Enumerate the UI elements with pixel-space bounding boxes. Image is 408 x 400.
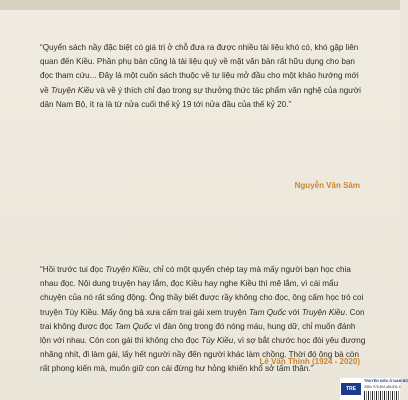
barcode-icon <box>364 391 400 400</box>
quote-text-part: . Con trai không được đọc <box>40 307 365 331</box>
quote-book-title: Tam Quốc <box>114 321 153 331</box>
quote-nguyen-van-sam <box>40 41 366 112</box>
quote-book-title: Túy Kiều <box>201 336 234 346</box>
quote-text <box>40 41 366 112</box>
quote-text-part: “Hồi trước tui đọc <box>40 265 106 274</box>
quote-book-title: Truyện Kiều <box>301 307 346 317</box>
quote-text-part: , vì sợ bắt chước học đòi yêu đương nhăng nhít, đi làm gái, lấy hết người nầy đến người khác làm chồng. Thời đó ông bà còn rất phong kiến mà, muốn giữ con cái đừng hư hỏng khiến khổ sở tấm thân.” <box>40 336 366 374</box>
quote-text-part: với <box>286 307 302 317</box>
quote-book-title: Tam Quốc <box>248 307 287 317</box>
quote-book-title: Truyện Kiều <box>50 85 95 95</box>
quote-text-part: và về ý thích chỉ đạo trong sự thưởng thức tác phẩm văn nghệ của người dân Nam Bộ, ít ra là từ nửa cuối thế kỷ 19 tới nửa đầu của thế kỷ 20.” <box>40 85 361 109</box>
publisher-logo: TRE <box>341 383 361 395</box>
top-edge-band <box>0 0 400 10</box>
series-title: TRUYỆN KIỀU Ở NAM BỘ <box>364 379 408 383</box>
quote-author-nguyen-van-sam: Nguyễn Văn Sâm <box>294 181 360 190</box>
quote-book-title: Truyện Kiều <box>105 265 149 274</box>
quote-text-part: “Quyển sách nầy đặc biệt có giá trị ở chỗ đưa ra được nhiều tài liệu khó có, khó gặp liên quan đến Kiều. Phần phụ bản cũng là tài liệu quý về mặt văn bản rất hữu dụng cho bạn đọc tham cứu... Đây là một cuốn sách thuộc về tư liệu mở đầu cho một khảo hướng mới về <box>40 43 359 95</box>
quote-author-le-van-thinh: Lê Văn Thinh (1924 - 2020) <box>259 357 360 366</box>
isbn-number: ISBN: 978-604-463-831-4 <box>364 385 401 389</box>
quote-text-part: vì đàn ông trong đó nóng máu, hung dữ, chỉ muốn đánh lộn với nhau. Còn con gái thì không cho đọc <box>40 321 356 346</box>
quote-text-part: , chỉ có một quyển chép tay mà mấy người bạn học chia nhau đọc. Nội dung truyện hay lắm, đọc Kiều hay nghe Kiều thì mê lắm, vì cái mẩu chuyện của nó rất sống động. Ông thầy biết được rầy không cho đọc, ông cấm học trò coi truyện Túy Kiều. Mấy ông bà xưa cấm trai gái xem truyện <box>40 265 364 317</box>
